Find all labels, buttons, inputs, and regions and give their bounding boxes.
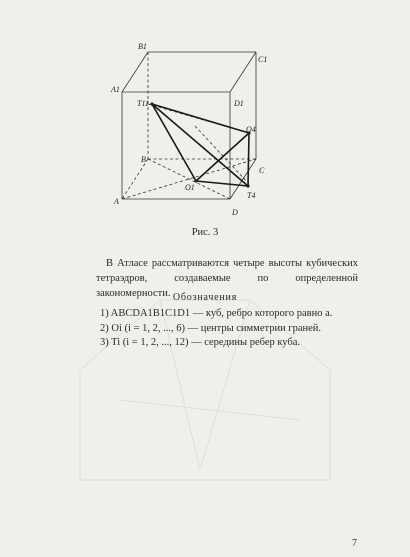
label-d: D (232, 208, 238, 217)
label-c1: C1 (258, 55, 268, 64)
label-o1: O1 (185, 183, 195, 192)
page-number: 7 (352, 538, 357, 549)
hidden-edges (122, 52, 256, 199)
label-a: A (114, 197, 119, 206)
label-o4: O4 (246, 125, 256, 134)
label-c: C (259, 166, 265, 175)
label-t4: T4 (247, 191, 256, 200)
label-t11: T11 (137, 99, 149, 108)
notation-item-3: 3) Ti (i = 1, 2, ..., 12) — середины ребер куба. (100, 337, 301, 348)
cube-figure (0, 0, 410, 240)
label-b: B (141, 155, 146, 164)
label-b1: B1 (138, 42, 147, 51)
figure-caption: Рис. 3 (191, 227, 219, 238)
notation-item-1: 1) ABCDA1B1C1D1 — куб, ребро которого равно a. (100, 308, 333, 319)
label-a1: A1 (111, 85, 120, 94)
label-d1: D1 (234, 99, 244, 108)
notation-item-2: 2) Oi (i = 1, 2, ..., 6) — центры симметрии граней. (100, 322, 322, 334)
notation-heading: Обозначения (172, 292, 238, 303)
body-paragraph: В Атласе рассматриваются четыре высоты кубических тетраэдров, создаваемые по определенной закономерности. (96, 258, 358, 299)
notation-list (100, 307, 370, 351)
tetrahedron (152, 104, 249, 186)
